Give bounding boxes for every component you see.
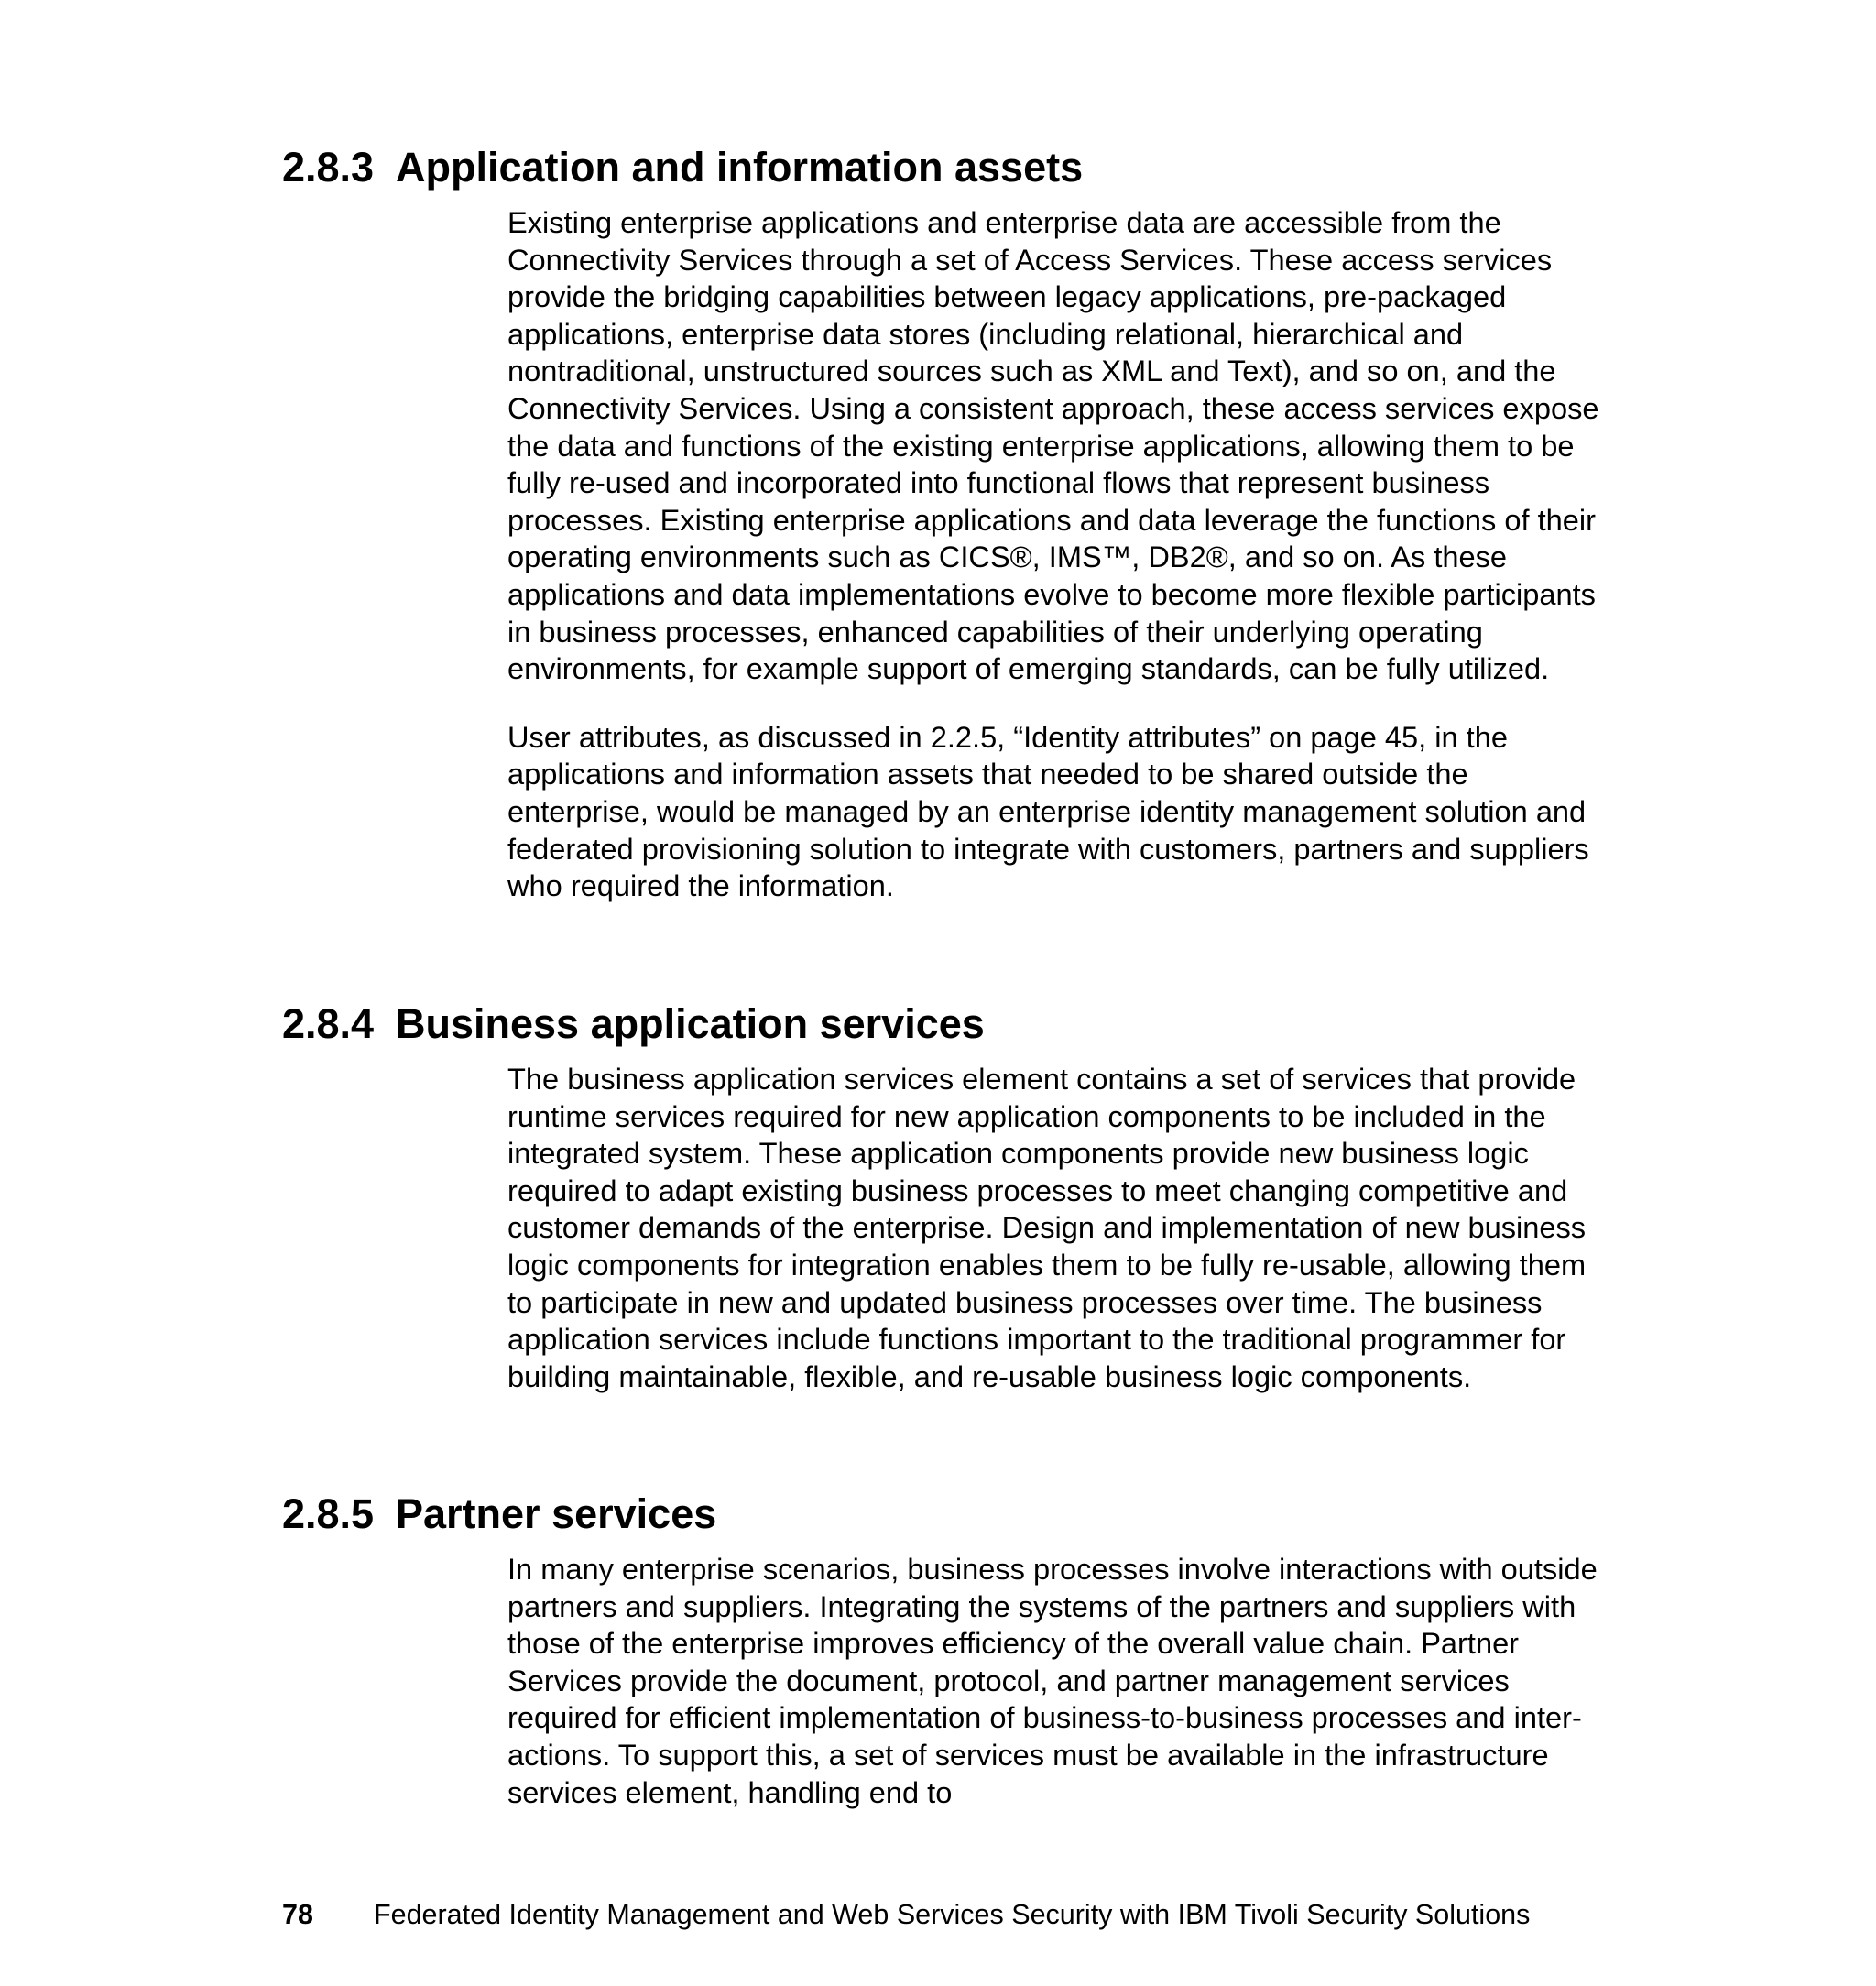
paragraph: User attributes, as discussed in 2.2.5, “Identity attributes” on page 45, in the applications and information assets that needed to be shared outside the enterprise, would be managed by an enterprise identity management solution and federated provisioning solution to integrate with customers, partners and suppliers who required the information. [507, 719, 1589, 903]
section-body [507, 204, 1616, 905]
section-heading [282, 998, 1620, 1050]
section-body [507, 1551, 1616, 1811]
section-body [507, 1061, 1616, 1395]
section-number: 2.8.3 [282, 144, 375, 191]
section-number: 2.8.5 [282, 1490, 375, 1537]
paragraph: In many enterprise scenarios, business processes involve interactions with outside partners and suppliers. Integrating the systems of the partners and suppliers with those of the enterprise improves efficiency of the overall value chain. Partner Services provide the document, protocol, and partner management services required for efficient implementation of business-to-business processes and inter-actions. To support this, a set of services must be available in the infrastructure services element, handling end to [507, 1552, 1598, 1809]
paragraph: The business application services element contains a set of services that provide runtime services required for new application components to be included in the integrated system. These application components provide new business logic required to adapt existing business processes to meet changing competitive and customer demands of the enterprise. Design and implementation of new business logic components for integration enables them to be fully re-usable, allowing them to participate in new and updated business processes over time. The business application services include functions important to the traditional programmer for building maintainable, flexible, and re-usable business logic components. [507, 1062, 1587, 1393]
paragraph: Existing enterprise applications and enterprise data are accessible from the Connectivity Services through a set of Access Services. These access services provide the bridging capabilities between legacy applications, pre-packaged applications, enterprise data stores (including relational, hierarchical and nontraditional, unstructured sources such as XML and Text), and so on, and the Connectivity Services. Using a consistent approach, these access services expose the data and functions of the existing enterprise applications, allowing them to be fully re-used and incorporated into functional flows that represent business processes. Existing enterprise applications and data leverage the functions of their operating environments such as CICS®, IMS™, DB2®, and so on. As these applications and data implementations evolve to become more flexible participants in business processes, enhanced capabilities of their underlying operating environments, for example support of emerging standards, can be fully utilized. [507, 205, 1599, 686]
book-title: Federated Identity Management and Web Services Security with IBM Tivoli Security Solutions [374, 1899, 1531, 1930]
section-heading [282, 142, 1620, 193]
section-title: Partner services [396, 1490, 717, 1537]
section-2-8-5 [282, 1489, 1620, 1811]
section-title: Application and information assets [396, 144, 1084, 191]
section-2-8-3 [282, 142, 1620, 905]
page-footer [282, 1898, 1530, 1931]
section-heading [282, 1489, 1620, 1540]
section-2-8-4 [282, 998, 1620, 1395]
section-title: Business application services [396, 1000, 985, 1047]
page-number: 78 [282, 1899, 313, 1930]
section-number: 2.8.4 [282, 1000, 375, 1047]
